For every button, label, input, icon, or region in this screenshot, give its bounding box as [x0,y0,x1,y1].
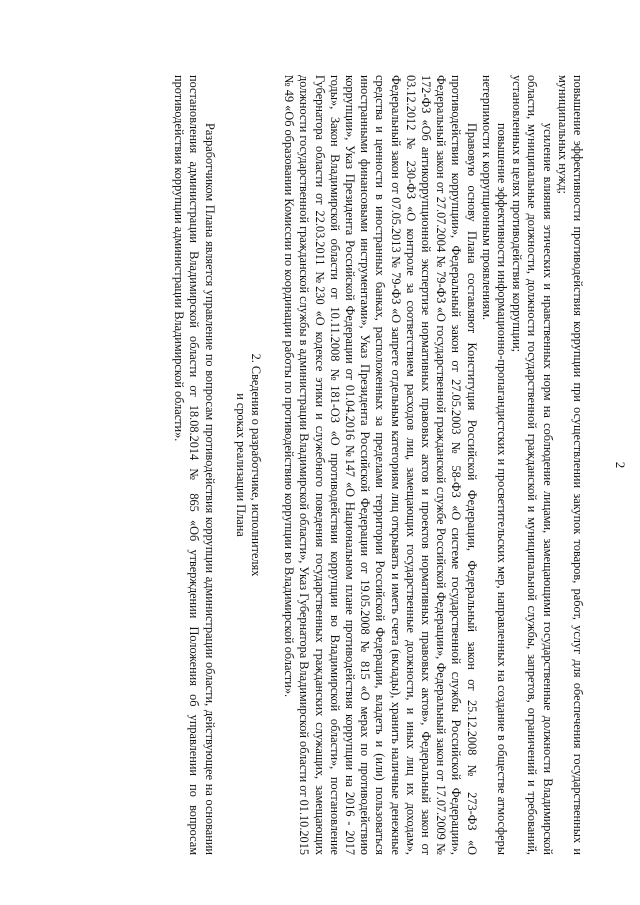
section-heading-line-1: 2. Сведения о разработчике, исполнителях [248,353,263,577]
paragraph-procurement: повышение эффективности противодействия коррупции при осуществлении закупок товаров, работ, услуг для обеспечения государственных и муниципальных нужд; [555,75,585,855]
paragraph-developer: Разработчиком Плана является управление по вопросам противодействия коррупции администрации области, действующее на основании постановления администрации Владимирской области от 18.08.2014 № 865 «Об утверждении Положения об управлении по вопросам противодействия коррупции администрации Владимирской области». [172,75,217,855]
paragraph-ethics: усиление влияния этических и нравственных норм на соблюдение лицами, замещающими государственные должности Владимирской области, муниципальные должности, должности государственной гражданской и муниципальной службы, запретов, ограничений и требований, установленных в целях противодействия коррупции; [510,75,555,855]
section-heading [233,75,263,855]
page-number: 2 [613,461,628,469]
paragraph-propaganda: повышение эффективности информационно-пропагандистских и просветительских мер, направленных на создание в обществе атмосферы нетерпимости к коррупционным проявлениям. [479,75,509,855]
paragraph-legal-basis: Правовую основу Плана составляют Конституция Российской Федерации, Федеральный закон от 25.12.2008 № 273-ФЗ «О противодействии коррупции», Федеральный закон от 27.05.2003 № 58-ФЗ «О системе государственной службы Российской Федерации», Федеральный закон от 27.07.2004 № 79-ФЗ «О государственной гражданской службе Российской Федерации», Федеральный закон от 17.07.2009 № 172-ФЗ «Об антикоррупционной экспертизе нормативных правовых актов и проектов нормативных правовых актов», Федеральный закон от 03.12.2012 № 230-ФЗ «О контроле за соответствием расходов лиц, замещающих государственные должности, и иных лиц их доходам», Федеральный закон от 07.05.2013 № 79-ФЗ «О запрете отдельным категориям лиц открывать и иметь счета (вклады), хранить наличные денежные средства и ценности в иностранных банках, расположенных за пределами территории Российской Федерации, владеть и (или) пользоваться иностранными финансовыми инструментами», Указ Президента Российской Федерации от 19.05.2008 № 815 «О мерах по противодействию коррупции», Указ Президента Российской Федерации от 01.04.2016 №147 «О Национальном плане противодействия коррупции на 2016 - 2017 годы», Закон Владимирской области от 10.11.2008 №181-ОЗ «О противодействии коррупции во Владимирской области», постановление Губернатора области от 22.03.2011 №230 «О кодексе этики и служебного поведения государственных гражданских служащих, замещающих должности государственной гражданской службы в администрации Владимирской области», Указ Губернатора Владимирской области от 01.10.2015 № 49 «Об образовании Комиссии по координации работы по противодействию коррупции во Владимирской области». [282,75,479,855]
section-heading-line-2: и сроках реализации Плана [233,393,248,537]
document-body [171,75,628,855]
